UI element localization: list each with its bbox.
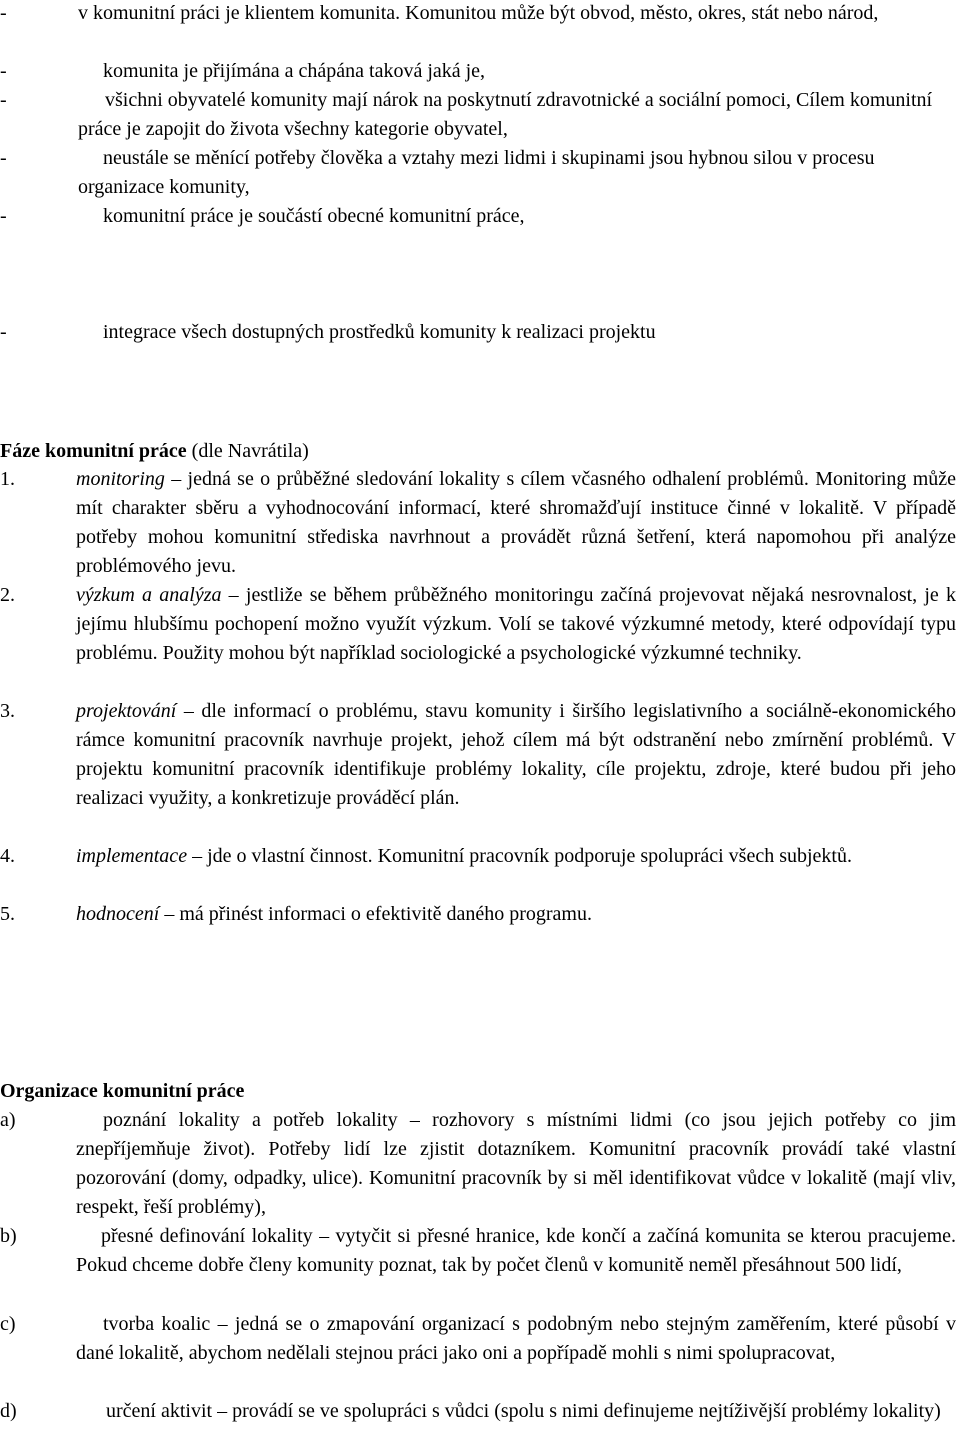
item-letter: a) xyxy=(0,1109,16,1131)
phase-item-5 xyxy=(0,900,960,929)
organization-text: poznání lokality a potřeb lokality – rozhovory s místními lidmi (co jsou jejich potřeby co jim znepříjemňuje život). Potřeby lidí lze zjistit dotazníkem. Komunitní pracovník provádí také vlastní pozorování (domy, odpadky, ulice). Komunitní pracovník by si měl identifikovat vůdce v lokalitě (mají vliv, respekt, řeší problémy), xyxy=(76,1109,956,1218)
dash-text: neustále se měnící potřeby člověka a vztahy mezi lidmi i skupinami jsou hybnou silou v procesu organizace komunity, xyxy=(78,147,875,198)
dash-text: integrace všech dostupných prostředků komunity k realizaci projektu xyxy=(103,321,656,343)
phases-heading: Fáze komunitní práce (dle Navrátila) xyxy=(0,440,309,462)
phase-term: monitoring xyxy=(76,468,165,490)
dash-text: komunita je přijímána a chápána taková jaká je, xyxy=(103,60,486,82)
item-letter: c) xyxy=(0,1313,16,1335)
dash-marker: - xyxy=(0,321,7,343)
phase-term: hodnocení xyxy=(76,903,160,925)
phase-number: 1. xyxy=(0,468,15,490)
dash-item-2 xyxy=(0,57,960,86)
phase-text: monitoring – jedná se o průběžné sledování lokality s cílem včasného odhalení problémů. Monitoring může mít charakter sběru a vyhodnocování informací, které shromažďují instituce činné v lokalitě. V případě potřeby mohou komunitní střediska navrhnout a provádět různá šetření, která napomohou při analýze problémového jevu. xyxy=(76,468,956,577)
organization-heading: Organizace komunitní práce xyxy=(0,1080,245,1102)
organization-item-a xyxy=(0,1106,960,1222)
dash-marker: - xyxy=(0,89,7,111)
phase-term: projektování xyxy=(76,700,177,722)
organization-text: určení aktivit – provádí se ve spolupráci s vůdci (spolu s nimi definujeme nejtíživější problémy lokality) xyxy=(106,1400,941,1422)
dash-marker: - xyxy=(0,147,7,169)
phase-item-3 xyxy=(0,697,960,813)
item-letter: d) xyxy=(0,1400,17,1422)
organization-item-b xyxy=(0,1222,960,1280)
dash-item-3 xyxy=(0,86,960,144)
item-letter: b) xyxy=(0,1225,17,1247)
phase-text: implementace – jde o vlastní činnost. Komunitní pracovník podporuje spolupráci všech subjektů. xyxy=(76,845,852,867)
phase-text: projektování – dle informací o problému, stavu komunity i širšího legislativního a sociálně-ekonomického rámce komunitní pracovník navrhuje projekt, jehož cílem má být odstranění nebo zmírnění problémů. V projektu komunitní pracovník identifikuje problémy lokality, cíle projektu, zdroje, které budou při jeho realizaci využity, a konkretizuje prováděcí plán. xyxy=(76,700,956,809)
dash-item-4 xyxy=(0,144,960,202)
phase-text: výzkum a analýza – jestliže se během průběžného monitoringu začíná projevovat nějaká nesrovnalost, je k jejímu hlubšímu pochopení možno využít výzkum. Volí se takové výzkumné metody, které odpovídají typu problému. Použity mohou být například sociologické a psychologické výzkumné techniky. xyxy=(76,584,956,664)
dash-text: komunitní práce je součástí obecné komunitní práce, xyxy=(103,205,525,227)
phase-text: hodnocení – má přinést informaci o efektivitě daného programu. xyxy=(76,903,592,925)
dash-marker: - xyxy=(0,205,7,227)
dash-marker: - xyxy=(0,2,7,24)
dash-text: v komunitní práci je klientem komunita. Komunitou může být obvod, město, okres, stát nebo národ, xyxy=(78,2,879,24)
dash-item-1 xyxy=(0,0,960,28)
phase-number: 3. xyxy=(0,700,15,722)
phase-item-4 xyxy=(0,842,960,871)
phase-term: implementace xyxy=(76,845,188,867)
organization-item-d xyxy=(0,1397,960,1426)
phase-term: výzkum a analýza xyxy=(76,584,222,606)
organization-item-c xyxy=(0,1310,960,1368)
organization-text: tvorba koalic – jedná se o zmapování organizací s podobným nebo stejným zaměřením, které působí v dané lokalitě, abychom nedělali stejnou práci jako oni a popřípadě mohli s nimi spolupracovat, xyxy=(76,1313,956,1364)
phase-number: 5. xyxy=(0,903,15,925)
phase-number: 4. xyxy=(0,845,15,867)
dash-text: všichni obyvatelé komunity mají nárok na poskytnutí zdravotnické a sociální pomoci, Cílem komunitní práce je zapojit do života všechny kategorie obyvatel, xyxy=(78,89,933,140)
organization-text: přesné definování lokality – vytyčit si přesné hranice, kde končí a začíná komunita se kterou pracujeme. Pokud chceme dobře členy komunity poznat, tak by počet členů v komunitě neměl přesáhnout 500 lidí, xyxy=(76,1225,956,1276)
phase-item-2 xyxy=(0,581,960,668)
dash-item-6 xyxy=(0,318,960,347)
phase-item-1 xyxy=(0,465,960,581)
dash-item-5 xyxy=(0,202,960,231)
phase-number: 2. xyxy=(0,584,15,606)
dash-marker: - xyxy=(0,60,7,82)
